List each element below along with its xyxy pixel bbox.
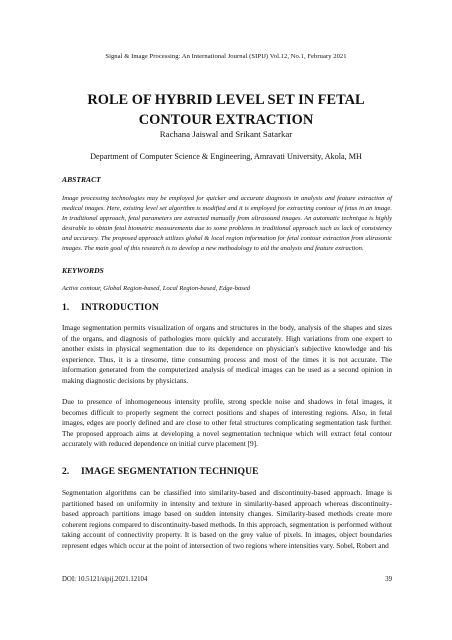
paper-title-line-1: ROLE OF HYBRID LEVEL SET IN FETAL — [87, 92, 365, 108]
paper-affiliation: Department of Computer Science & Engineering, Amravati University, Akola, MH — [90, 152, 362, 161]
section-title: INTRODUCTION — [81, 302, 159, 313]
keywords-heading: KEYWORDS — [62, 266, 104, 275]
paper-authors: Rachana Jaiswal and Srikant Satarkar — [159, 129, 293, 139]
keywords-text: Active contour, Global Region-based, Local Region-based, Edge-based — [62, 285, 251, 292]
section-number: 1. — [62, 302, 70, 313]
section-number: 2. — [62, 466, 70, 477]
section-heading-introduction — [62, 302, 159, 313]
abstract-heading: ABSTRACT — [62, 175, 101, 184]
doi-footer: DOI: 10.5121/sipij.2021.12104 — [62, 576, 148, 583]
introduction-paragraph-2: Due to presence of inhomogeneous intensity profile, strong speckle noise and shadows in fetal images, it becomes difficult to properly segment the correct positions and shapes of interesting regions. Also, in fetal images, edges are poorly defined and are close to other fetal structures complicating segmentation task further. The proposed approach aims at developing a novel segmentation technique which will extract fetal contour accurately with reduced dependence on initial curve placement [9]. — [62, 397, 392, 448]
section-heading-image-segmentation — [62, 466, 259, 477]
segmentation-paragraph-1: Segmentation algorithms can be classified into similarity-based and discontinuity-based approach. Image is partitioned based on uniformity in intensity and texture in similarity-based approach whereas discontinuity-based approach partitions image based on sudden intensity changes. Similarity-based methods create more coherent regions compared to discontinuity-based methods. In this approach, segmentation is performed without taking account of connectivity property. It is based on the grey value of pixels. In images, object boundaries represent edges which occur at the point of intersection of two regions where intensities vary. Sobel, Robert and — [62, 488, 392, 550]
journal-running-header: Signal & Image Processing: An International Journal (SIPIJ) Vol.12, No.1, February 2021 — [105, 53, 347, 60]
paper-title-line-2: CONTOUR EXTRACTION — [138, 112, 314, 128]
page-number: 39 — [385, 576, 392, 583]
section-title: IMAGE SEGMENTATION TECHNIQUE — [81, 466, 259, 477]
abstract-text: Image processing technologies may be employed for quicker and accurate diagnosis in analysis and feature extraction of medical images. Here, existing level set algorithm is modified and it is employed for extracting contour of fetus in an image. In traditional approach, fetal parameters are extracted manually from ultrasound images. An automatic technique is highly desirable to obtain fetal biometric measurements due to some problems in traditional approach such as lack of consistency and accuracy. The proposed approach utilizes global & local region information for fetal contour extraction from ultrasonic images. The main goal of this research is to develop a new methodology to aid the analysis and feature extraction. — [62, 195, 392, 252]
introduction-paragraph-1: Image segmentation permits visualization of organs and structures in the body, analysis of the shapes and sizes of the organs, and diagnosis of pathologies more quickly and accurately. High variations from one expert to another exists in physical segmentation due to its dependence on physician's subjective knowledge and his experience. Thus, it is a tiresome, time consuming process and most of the times it is not accurate. The information generated from the computerized analysis of medical images can be used as a second opinion in making diagnostic decisions by physicians. — [62, 323, 392, 385]
paper-title — [40, 90, 412, 130]
